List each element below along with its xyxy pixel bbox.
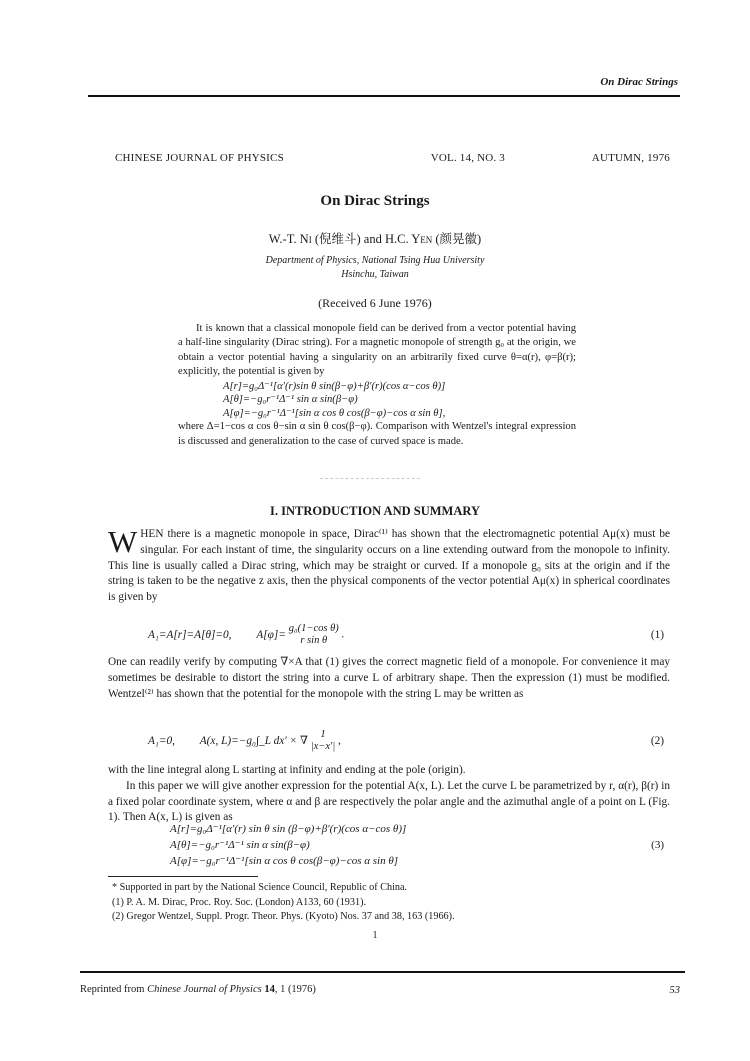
author-2-chinese: (颜晃徽)	[435, 232, 482, 246]
author-2: H.C. Yen	[384, 232, 433, 246]
eq3-line-theta: A[θ]=−g₀r⁻¹Δ⁻¹ sin α sin(β−φ)	[170, 839, 310, 851]
page-number: 53	[669, 985, 680, 996]
authors	[0, 229, 750, 247]
footer-rule	[80, 971, 685, 973]
abstract-text: It is known that a classical monopole field can be derived from a vector potential having a half-line singularity (Dirac string). For a magnetic monopole of strength g₀ at the origin, we obtain a vector potential having a singularity on an arbitrarily fixed curve θ=α(r), φ=β(r); explicitly, the potential is given by	[178, 323, 576, 378]
journal-line	[115, 152, 670, 164]
journal-name: CHINESE JOURNAL OF PHYSICS	[115, 152, 284, 164]
author-1: W.-T. Ni	[268, 232, 312, 246]
reprint-journal: Chinese Journal of Physics	[147, 984, 262, 995]
author-1-chinese: (倪维斗)	[314, 232, 361, 246]
abstract-conclusion: where Δ=1−cos α cos θ−sin α sin θ cos(β−φ). Comparison with Wentzel's integral expression is discussed and generalization to the case of curved space is made.	[178, 421, 576, 447]
abstract-eq-r: A[r]=g₀Δ⁻¹[α′(r)sin θ sin(β−φ)+β′(r)(cos α−cos θ)]	[223, 380, 446, 392]
intro-text-1: HEN there is a magnetic monopole in space, Dirac⁽¹⁾ has shown that the electromagnetic potential Aμ(x) must be singular. For each instant of time, the singularity occurs on a line extending outward from the monopole to infinity. This line is usually called a Dirac string, which may be straight or curved. If a monopole g₀ sits at the origin and if the string is taken to be the negative z axis, then the physical components of the vector potential Aμ(x) in spherical coordinates is given by	[108, 528, 670, 604]
footnote-rule	[108, 876, 258, 877]
header-rule	[88, 95, 680, 97]
affiliation-line-2: Hsinchu, Taiwan	[341, 269, 409, 280]
equation-2	[108, 729, 670, 753]
paper-title: On Dirac Strings	[320, 193, 430, 209]
eq2-tail: ,	[338, 734, 341, 747]
abstract	[178, 322, 576, 449]
eq3-number: (3)	[651, 839, 664, 851]
eq1-numerator: g₀(1−cos θ)	[288, 623, 339, 634]
eq1-number: (1)	[650, 629, 664, 641]
eq1-fraction	[289, 623, 339, 647]
equation-3	[170, 821, 670, 869]
eq2-numerator: 1	[320, 729, 326, 740]
reprint-prefix: Reprinted from	[80, 984, 145, 995]
section-heading: I. INTRODUCTION AND SUMMARY	[270, 504, 480, 518]
equation-1	[108, 623, 670, 647]
eq1-left: A₁=A[r]=A[θ]=0,	[148, 628, 232, 641]
footnotes	[112, 881, 672, 925]
eq3-line-r: A[r]=g₀Δ⁻¹[α′(r) sin θ sin (β−φ)+β′(r)(cos α−cos θ)]	[170, 823, 407, 835]
eq1-tail: .	[341, 628, 345, 641]
eq2-denominator: |x−x′|	[310, 741, 336, 752]
reprint-rest: , 1 (1976)	[274, 984, 316, 995]
journal-volume: VOL. 14, NO. 3	[430, 152, 505, 164]
eq1-denominator: r sin θ	[300, 635, 328, 646]
eq2-fraction	[311, 729, 335, 753]
eq2-left: A₁=0,	[148, 734, 175, 747]
eq3-line-phi: A[φ]=−g₀r⁻¹Δ⁻¹[sin α cos θ cos(β−φ)−cos α sin θ]	[170, 855, 399, 867]
affiliation	[0, 254, 750, 282]
eq2-main: A(x, L)=−g₀∫_L dx′ × ∇	[199, 734, 308, 747]
eq1-lhs: A[φ]=	[256, 628, 286, 641]
intro-paragraph-2	[108, 655, 670, 702]
reprint-notice	[80, 984, 316, 995]
footnote-ref-1: (1) P. A. M. Dirac, Proc. Roy. Soc. (London) A133, 60 (1931).	[112, 896, 367, 908]
reprint-volume: 14	[264, 984, 275, 995]
intro-text-2: One can readily verify by computing ∇×A that (1) gives the correct magnetic field of a monopole. For convenience it may sometimes be desirable to distort the string into a curve L of arbitrary shape. Then the expression (1) must be modified. Wentzel⁽²⁾ has shown that the potential for the monopole with the string L may be written as	[108, 656, 670, 700]
intro-text-3a: with the line integral along L starting at infinity and ending at the pole (origin).	[108, 764, 466, 776]
inner-page-number: 1	[372, 930, 378, 941]
author-conjunction: and	[363, 232, 382, 246]
footnote-ref-2: (2) Gregor Wentzel, Suppl. Progr. Theor. Phys. (Kyoto) Nos. 37 and 38, 163 (1966).	[112, 911, 455, 922]
intro-text-3b: In this paper we will give another expression for the potential A(x, L). Let the curve L be parametrized by r, α(r), β(r) in a fixed polar coordinate system, where α and β are respectively the polar angle and the azimuthal angle of a point on L (Fig. 1). Then A(x, L) is given as	[108, 779, 670, 824]
affiliation-line-1: Department of Physics, National Tsing Hua University	[265, 255, 485, 266]
journal-season: AUTUMN, 1976	[591, 152, 670, 164]
received-date: (Received 6 June 1976)	[318, 296, 432, 310]
section-separator	[320, 478, 420, 480]
intro-paragraph-3	[108, 763, 670, 826]
eq2-number: (2)	[650, 735, 664, 747]
running-head: On Dirac Strings	[600, 76, 678, 88]
intro-paragraph-1	[108, 524, 670, 606]
abstract-eq-phi: A[φ]=−g₀r⁻¹Δ⁻¹[sin α cos θ cos(β−φ)−cos α sin θ],	[223, 407, 446, 419]
footnote-funding: * Supported in part by the National Science Council, Republic of China.	[112, 882, 408, 893]
drop-cap: W	[108, 524, 138, 559]
abstract-eq-theta: A[θ]=−g₀r⁻¹Δ⁻¹ sin α sin(β−φ)	[223, 394, 358, 406]
